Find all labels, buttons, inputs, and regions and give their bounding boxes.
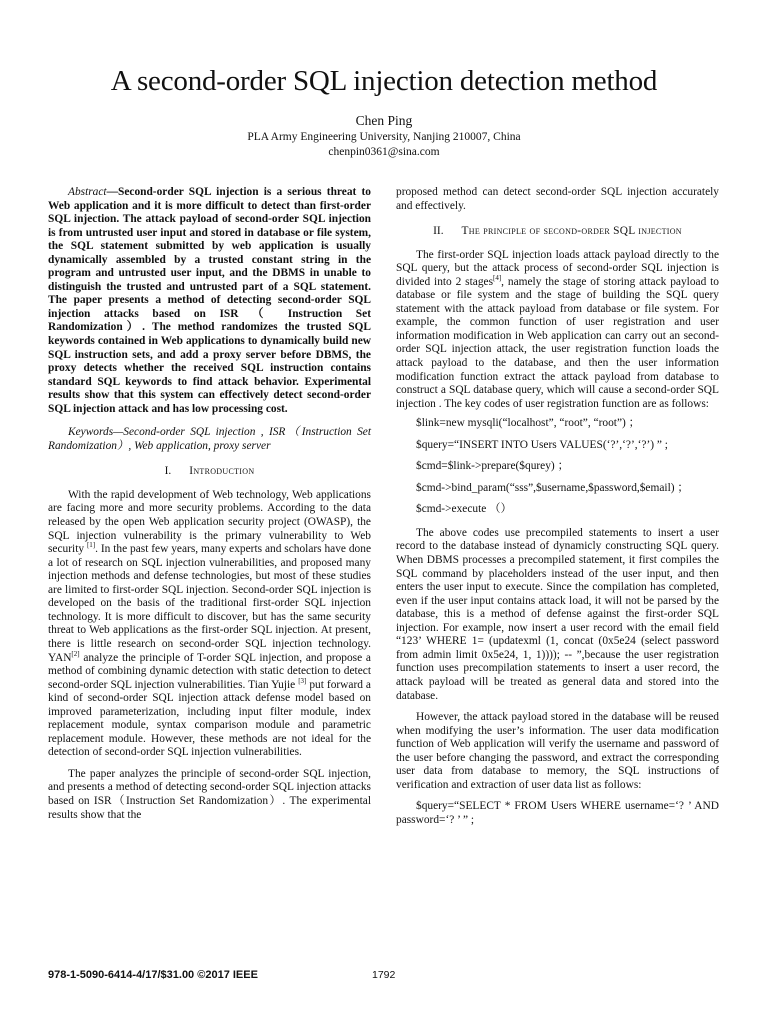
principle-paragraph-3: However, the attack payload stored in the database will be reused when modifying the user’s information. The user data modification function of Web application will verify the username and password of the user before changing the password, and extract the corresponding user data from database to memory, the SQL instructions of verification and extraction of user data list as follows:	[396, 711, 719, 791]
section-number: I.	[164, 465, 172, 478]
body-text: The first-order SQL injection loads attack payload directly to the SQL query, but the attack process of second-order SQL injection is divided into 2 stages	[396, 248, 719, 288]
author-email: chenpin0361@sina.com	[328, 146, 440, 158]
abstract-dash: —	[106, 186, 118, 198]
intro-text: put forward a kind of second-order SQL injection attack defense model based on improved parameterization, including input filter module, index replacement module, syntax comparison module and parametric replacement module. However, these methods are not ideal for the detection of second-order SQL injection vulnerabilities.	[48, 678, 371, 759]
continued-paragraph: proposed method can detect second-order SQL injection accurately and effectively.	[396, 186, 719, 212]
keywords-label: Keywords	[68, 426, 114, 439]
code-block	[396, 417, 719, 517]
intro-text: With the rapid development of Web technology, Web applications are facing more and more security problems. According to the data released by the open Web application security project (OWASP), the SQL injection vulnerability is the primary vulnerability to Web security	[48, 488, 371, 556]
keywords-dash: —	[113, 426, 124, 439]
intro-paragraph-2: The paper analyzes the principle of second-order SQL injection, and presents a method of detecting second-order SQL injection attacks based on ISR（Instruction Set Randomization）. The experimental results show that the	[48, 767, 371, 821]
left-column	[48, 186, 371, 822]
citation-ref: [1]	[86, 541, 96, 550]
code-line: $link=new mysqli(“localhost”, “root”, “root”) ；	[416, 417, 641, 430]
body-text: , namely the stage of storing attack payload to database or file system and the stage of building the SQL query statement with the attack payload from database or file system. For example, the common function of user registration and user information modification in Web application can carry out an second-order SQL injection attack, the user registration function loads the attack payload to the database, and then the user information modification function extract the attack payload from database to construct a SQL database query, which will cause a second-order SQL injection . The key codes of user registration function are as follows:	[396, 275, 719, 410]
author-name: Chen Ping	[355, 113, 413, 128]
section-number: II.	[433, 225, 444, 238]
code-line: $query=“INSERT INTO Users VALUES(‘?’,‘?’,‘?’) ” ;	[416, 438, 668, 451]
page-number: 1792	[372, 969, 396, 981]
footer-isbn: 978-1-5090-6414-4/17/$31.00 ©2017 IEEE	[48, 969, 258, 981]
section-heading-introduction	[48, 465, 371, 479]
citation-ref: [2]	[71, 649, 80, 658]
intro-text: analyze the principle of T-order SQL injection, and propose a method of combining dynamic detection with static detection to detect second-order SQL injection vulnerabilities. Tian Yujie	[48, 651, 371, 691]
section-title: Introduction	[189, 465, 255, 478]
citation-ref: [3]	[298, 676, 307, 685]
abstract-text: Second-order SQL injection is a serious threat to Web application and it is more difficult to detect than first-order SQL injection. The attack payload of second-order SQL injection is from untrusted user input and stored in database or file system, the SQL statement submitted by web application is usually dynamically assembled by a trusted constant string in the program and untrusted user input, and the DBMS in unable to distinguish the trusted and untrusted part of a SQL statement. The paper presents a method of detecting second-order SQL injection attacks based on ISR （ Instruction Set Randomization）. The method randomizes the trusted SQL keywords contained in Web applications to dynamically build new SQL instruction sets, and add a proxy server before DBMS, the proxy detects whether the received SQL instruction contains standard SQL keywords to find attack behavior. Experimental results show that this system can effectively detect second-order SQL injection attack and has low processing cost.	[48, 186, 371, 415]
right-column	[396, 186, 719, 827]
principle-paragraph-2: The above codes use precompiled statements to insert a user record to the database instead of dynamicly constructing SQL query. When DBMS processes a precompiled statement, it first compiles the SQL command by placeholders instead of the user input, and then enters the user input to execute. Since the compilation has completed, even if the user input contains attack load, it will not be parsed by the database, this is a method of defense against the first-order SQL injection. For example, now insert a user record with the email field “123’ WHERE 1= (updatexml (1, concat (0x5e24 (select password from admin limit 0x5e24, 1, 1)))); -- ”,because the user registration function uses precompilation statements to insert a user record, the attack payload will be treated as general data and stored into the database.	[396, 526, 719, 702]
code-line-select: $query=“SELECT * FROM Users WHERE username=‘? ’ AND password=‘? ’ ” ;	[396, 800, 719, 826]
abstract-label: Abstract	[68, 186, 107, 198]
principle-paragraph-1	[396, 249, 719, 412]
code-line: $cmd->execute （）	[416, 503, 512, 516]
section-title: The principle of second-order SQL injection	[461, 225, 682, 238]
code-line: $cmd=$link->prepare($qurey) ；	[416, 460, 569, 473]
intro-text: . In the past few years, many experts and scholars have done a lot of research on SQL injection vulnerabilities, and proposed many injection methods and defense technologies, but most of these studies are limited to first-order SQL injection. Second-order SQL injection is developed on the basis of the traditional first-order SQL injection technology. It is more difficult to discover, but has the same security threat to Web applications as the first-order SQL injection. At present, there is little research on second-order SQL injection technology. YAN	[48, 543, 372, 664]
keywords-paragraph	[48, 426, 371, 453]
abstract-paragraph	[48, 186, 371, 416]
author-affiliation: PLA Army Engineering University, Nanjing 210007, China	[247, 131, 521, 143]
code-line: $cmd->bind_param(“sss”,$username,$password,$email) ；	[416, 481, 689, 494]
paper-title: A second-order SQL injection detection method	[110, 65, 658, 97]
citation-ref: [4]	[493, 273, 502, 282]
intro-paragraph-1	[48, 489, 371, 760]
keywords-text: Second-order SQL injection , ISR（Instruction Set Randomization）, Web application, proxy server	[48, 426, 371, 452]
section-heading-principle	[396, 225, 719, 239]
